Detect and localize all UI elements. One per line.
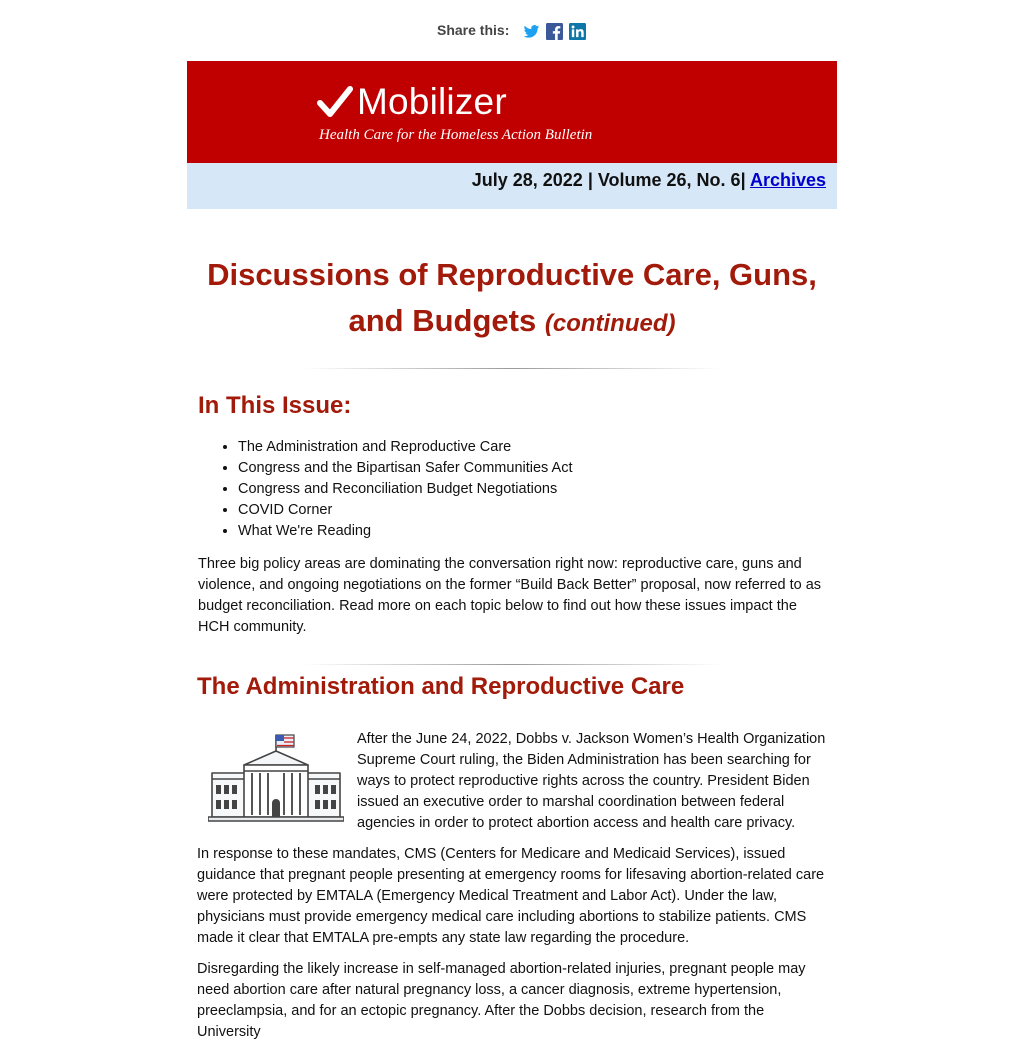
divider bbox=[302, 664, 722, 665]
dateline-bar bbox=[187, 163, 837, 209]
facebook-icon[interactable] bbox=[546, 23, 563, 40]
list-item: • Congress and the Bipartisan Safer Communities Act bbox=[238, 458, 572, 479]
in-this-issue-heading: In This Issue: bbox=[198, 392, 352, 419]
list-item: • COVID Corner bbox=[238, 500, 572, 521]
list-item: • The Administration and Reproductive Care bbox=[238, 437, 572, 458]
article-paragraph: After the June 24, 2022, Dobbs v. Jackson Women’s Health Organization Supreme Court ruling, the Biden Administration has been searching for ways to protect reproductive rights across the country. President Biden issued an executive order to marshal coordination between federal agencies in order to protect abortion access and health care privacy. bbox=[357, 731, 826, 831]
headline-main: Discussions of Reproductive Care, Guns, and Budgets bbox=[207, 257, 817, 338]
masthead-banner bbox=[187, 61, 837, 163]
logo-text: Mobilizer bbox=[357, 81, 507, 122]
white-house-illustration bbox=[208, 733, 344, 823]
dateline-text bbox=[472, 170, 826, 191]
headline-suffix: (continued) bbox=[544, 310, 676, 337]
checkmark-icon bbox=[317, 85, 353, 119]
logo-tagline: Health Care for the Homeless Action Bulletin bbox=[319, 127, 593, 143]
article-paragraph: In response to these mandates, CMS (Centers for Medicare and Medicaid Services), issued guidance that pregnant people presenting at emergency rooms for lifesaving abortion-related care were protected by EMTALA (Emergency Medical Treatment and Labor Act). Under the law, physicians must provide emergency medical care including abortions to stabilize patients. CMS made it clear that EMTALA pre-empts any state law regarding the procedure. bbox=[197, 846, 825, 946]
divider bbox=[302, 368, 722, 369]
list-item: • What We're Reading bbox=[238, 521, 572, 542]
share-label: Share this: bbox=[437, 22, 510, 38]
share-bar bbox=[437, 20, 586, 40]
twitter-icon[interactable] bbox=[523, 23, 540, 40]
page-title bbox=[187, 252, 837, 347]
archives-link[interactable]: Archives bbox=[749, 170, 826, 190]
linkedin-icon[interactable] bbox=[569, 23, 586, 40]
white-house-icon bbox=[208, 733, 344, 823]
article-heading: The Administration and Reproductive Care bbox=[197, 673, 685, 700]
issue-date-volume: July 28, 2022 | Volume 26, No. 6| bbox=[471, 170, 746, 190]
intro-paragraph: Three big policy areas are dominating the conversation right now: reproductive care, guns and violence, and ongoing negotiations on the former “Build Back Better” proposal, now referred to as budget reconciliation. Read more on each topic below to find out how these issues impact the HCH community. bbox=[198, 556, 822, 635]
list-item: • Congress and Reconciliation Budget Negotiations bbox=[238, 479, 572, 500]
issue-contents-list bbox=[198, 437, 572, 542]
article-paragraph: Disregarding the likely increase in self-managed abortion-related injuries, pregnant people may need abortion care after natural pregnancy loss, a cancer diagnosis, extreme hypertension, preeclampsia, and for an ectopic pregnancy. After the Dobbs decision, research from the University bbox=[197, 961, 806, 1040]
logo bbox=[317, 81, 507, 123]
